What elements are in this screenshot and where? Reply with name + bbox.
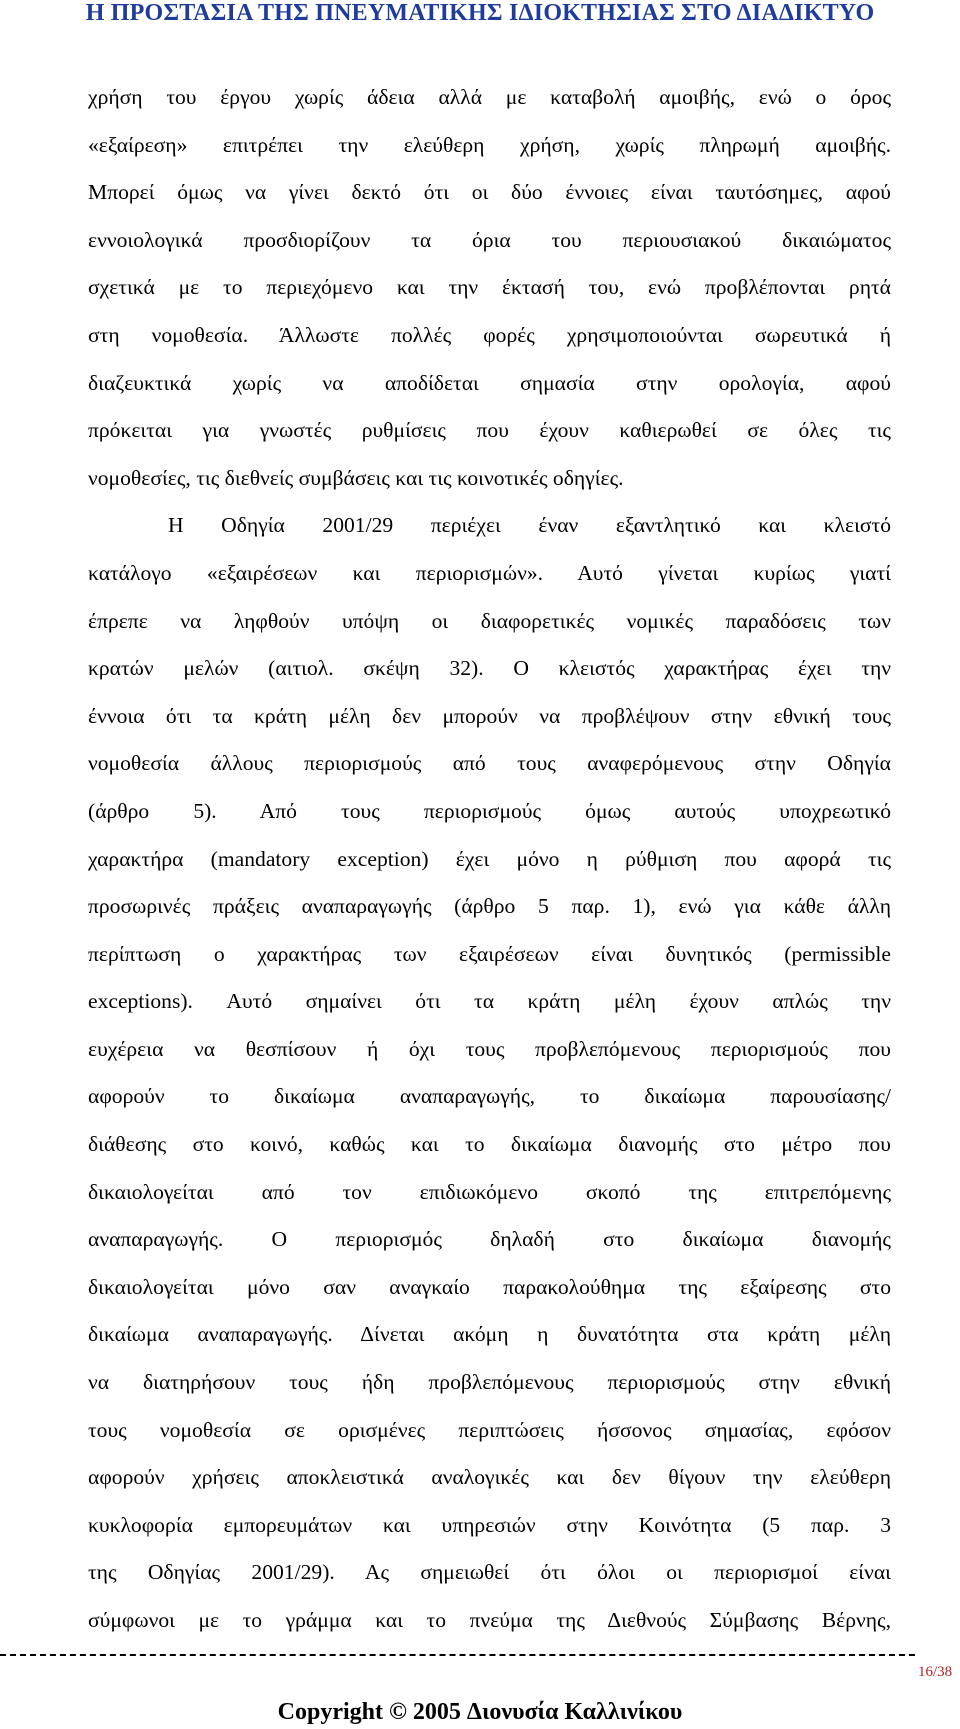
body-line: δικαιολογείται μόνο σαν αναγκαίο παρακολούθημα της εξαίρεσης στο	[88, 1274, 891, 1299]
body-line: αφορούν χρήσεις αποκλειστικά αναλογικές και δεν θίγουν την ελεύθερη	[88, 1465, 891, 1490]
body-line: αναπαραγωγής. Ο περιορισμός δηλαδή στο δικαίωμα διανομής	[88, 1227, 891, 1252]
body-line: προσωρινές πράξεις αναπαραγωγής (άρθρο 5 παρ. 1), ενώ για κάθε άλλη	[88, 894, 891, 919]
body-line: περίπτωση ο χαρακτήρας των εξαιρέσεων είναι δυνητικός (permissible	[88, 941, 891, 966]
body-line: κυκλοφορία εμπορευμάτων και υπηρεσιών στην Κοινότητα (5 παρ. 3	[88, 1512, 891, 1537]
body-line: σχετικά με το περιεχόμενο και την έκτασή του, ενώ προβλέπονται ρητά	[88, 275, 891, 300]
footer-copyright: Copyright © 2005 Διονυσία Καλλινίκου	[277, 1699, 683, 1725]
running-header-title: Η ΠΡΟΣΤΑΣΙΑ ΤΗΣ ΠΝΕΥΜΑΤΙΚΗΣ ΙΔΙΟΚΤΗΣΙΑΣ ΣΤΟ ΔΙΑΔΙΚΤΥΟ	[85, 0, 875, 26]
body-line: Μπορεί όμως να γίνει δεκτό ότι οι δύο έννοιες είναι ταυτόσημες, αφού	[88, 180, 891, 205]
body-line: να διατηρήσουν τους ήδη προβλεπόμενους περιορισμούς στην εθνική	[88, 1370, 891, 1395]
body-line-paragraph-start: Η Οδηγία 2001/29 περιέχει έναν εξαντλητικό και κλειστό	[168, 513, 891, 538]
body-line: της Οδηγίας 2001/29). Ας σημειωθεί ότι όλοι οι περιορισμοί είναι	[88, 1560, 891, 1585]
body-line: κρατών μελών (αιτιολ. σκέψη 32). Ο κλειστός χαρακτήρας έχει την	[88, 656, 891, 681]
body-line: έννοια ότι τα κράτη μέλη δεν μπορούν να προβλέψουν στην εθνική τους	[88, 703, 891, 728]
body-line: έπρεπε να ληφθούν υπόψη οι διαφορετικές νομικές παραδόσεις των	[88, 608, 891, 633]
body-line: νομοθεσία άλλους περιορισμούς από τους αναφερόμενους στην Οδηγία	[88, 751, 891, 776]
body-line: πρόκειται για γνωστές ρυθμίσεις που έχουν καθιερωθεί σε όλες τις	[88, 418, 891, 443]
body-line: δικαίωμα αναπαραγωγής. Δίνεται ακόμη η δυνατότητα στα κράτη μέλη	[88, 1322, 891, 1347]
body-line: αφορούν το δικαίωμα αναπαραγωγής, το δικαίωμα παρουσίασης/	[88, 1084, 891, 1109]
body-line: κατάλογο «εξαιρέσεων και περιορισμών». Αυτό γίνεται κυρίως γιατί	[88, 560, 891, 585]
document-body	[88, 74, 891, 1645]
body-line: διάθεσης στο κοινό, καθώς και το δικαίωμα διανομής στο μέτρο που	[88, 1132, 891, 1157]
body-line: στη νομοθεσία. Άλλωστε πολλές φορές χρησιμοποιούνται σωρευτικά ή	[88, 322, 891, 347]
body-line: exceptions). Αυτό σημαίνει ότι τα κράτη μέλη έχουν απλώς την	[88, 989, 891, 1014]
body-line: εννοιολογικά προσδιορίζουν τα όρια του περιουσιακού δικαιώματος	[88, 227, 891, 252]
body-line: «εξαίρεση» επιτρέπει την ελεύθερη χρήση, χωρίς πληρωμή αμοιβής.	[88, 132, 891, 157]
body-line: ευχέρεια να θεσπίσουν ή όχι τους προβλεπόμενους περιορισμούς που	[88, 1036, 891, 1061]
footer-dashed-rule	[0, 1654, 915, 1656]
body-line: χαρακτήρα (mandatory exception) έχει μόνο η ρύθμιση που αφορά τις	[88, 846, 891, 871]
page-number: 16/38	[918, 1664, 953, 1680]
body-line-paragraph-end: νομοθεσίες, τις διεθνείς συμβάσεις και τις κοινοτικές οδηγίες.	[88, 465, 624, 490]
body-line: τους νομοθεσία σε ορισμένες περιπτώσεις ήσσονος σημασίας, εφόσον	[88, 1417, 891, 1442]
body-line: δικαιολογείται από τον επιδιωκόμενο σκοπό της επιτρεπόμενης	[88, 1179, 891, 1204]
body-line: σύμφωνοι με το γράμμα και το πνεύμα της Διεθνούς Σύμβασης Βέρνης,	[88, 1608, 891, 1632]
body-line: (άρθρο 5). Από τους περιορισμούς όμως αυτούς υποχρεωτικό	[88, 798, 891, 823]
body-line: χρήση του έργου χωρίς άδεια αλλά με καταβολή αμοιβής, ενώ ο όρος	[88, 85, 891, 109]
body-line: διαζευκτικά χωρίς να αποδίδεται σημασία στην ορολογία, αφού	[88, 370, 891, 395]
